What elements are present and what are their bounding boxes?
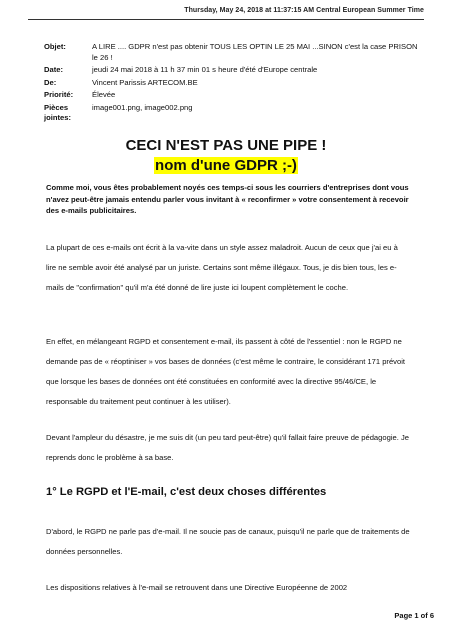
meta-label: Objet:	[44, 42, 66, 51]
meta-row-date	[44, 65, 424, 76]
date-value: jeudi 24 mai 2018 à 11 h 37 min 01 s heure d'été d'Europe centrale	[92, 65, 318, 74]
meta-label: Priorité:	[44, 90, 74, 99]
section-heading: 1° Le RGPD et l'E-mail, c'est deux choses différentes	[46, 486, 327, 498]
meta-row-from	[44, 78, 424, 89]
meta-row-attachments	[44, 103, 424, 124]
paragraph-4: D'abord, le RGPD ne parle pas d'e-mail. Il ne soucie pas de canaux, puisqu'il ne parle que de traitements de données personnelles.	[46, 527, 410, 556]
meta-row-subject	[44, 42, 424, 63]
sender-value: Vincent Parissis ARTECOM.BE	[92, 77, 198, 87]
page-number: Page 1 of 6	[394, 611, 434, 620]
paragraph-3: Devant l'ampleur du désastre, je me suis dit (un peu tard peut-être) qu'il fallait faire preuve de pédagogie. Je reprends donc le problème à sa base.	[46, 433, 409, 462]
header-divider	[28, 19, 424, 20]
email-title	[0, 136, 452, 176]
meta-label: De:	[44, 77, 57, 87]
meta-label: Pièces jointes:	[44, 102, 72, 122]
meta-row-priority	[44, 90, 424, 101]
attachments-value: image001.png, image002.png	[92, 102, 193, 112]
lead-paragraph: Comme moi, vous êtes probablement noyés ces temps-ci sous les courriers d'entreprises dont vous n'avez peut-être jamais entendu parler vous invitant à « reconfirmer » votre consentement à recevoir des e-mails publicitaires.	[46, 183, 409, 215]
title-line-2-highlighted: nom d'une GDPR ;-)	[155, 157, 297, 174]
subject-value: A LIRE .... GDPR n'est pas obtenir TOUS LES OPTIN LE 25 MAI ...SINON c'est la case PRISON le 26 !	[92, 42, 418, 62]
paragraph-5: Les dispositions relatives à l'e-mail se retrouvent dans une Directive Européenne de 2002	[46, 583, 348, 592]
paragraph-2: En effet, en mélangeant RGPD et consentement e-mail, ils passent à côté de l'essentiel : non le RGPD ne demande pas de « réoptiniser » vos bases de données (c'est même le contraire, le considérant 171 prévoit que lorsque les bases de données ont été constituées en conformité avec la directive 95/46/CE, le responsable du traitement peut continuer à les utiliser).	[46, 337, 405, 406]
paragraph-1: La plupart de ces e-mails ont écrit à la va-vite dans un style assez maladroit. Aucun de ceux que j'ai eu à lire ne semble avoir été analysé par un juriste. Certains sont même illégaux. Tous, je dis bien tous, les e-mails de "confirmation" qu'il m'a été donné de lire juste ici loupent complètement le coche.	[46, 243, 398, 292]
title-line-1: CECI N'EST PAS UNE PIPE !	[125, 137, 327, 154]
meta-label: Date:	[44, 65, 63, 74]
print-timestamp: Thursday, May 24, 2018 at 11:37:15 AM Central European Summer Time	[184, 7, 424, 14]
priority-value: Élevée	[92, 90, 116, 99]
email-metadata	[44, 42, 424, 126]
